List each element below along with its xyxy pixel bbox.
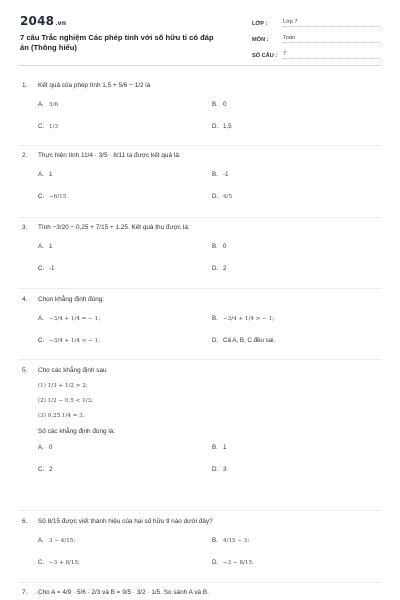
question-7 [22, 589, 382, 596]
option-b[interactable] [212, 171, 229, 178]
option-text: −3/4 + 1/4 < − 1; [49, 338, 101, 344]
question-text: Tính −3/20 − 0,25 + 7/15 + 1,25. Kết quả thu được là: [38, 224, 190, 231]
option-a[interactable] [38, 444, 52, 451]
meta-count-value: 7 [283, 51, 380, 59]
option-label: B. [212, 101, 218, 108]
option-a[interactable] [38, 101, 58, 108]
option-text: 0 [223, 243, 227, 250]
option-text: −6/15 [49, 194, 67, 200]
option-text: 2 [49, 466, 53, 473]
option-text: −3 + 8/15; [49, 560, 80, 566]
option-a[interactable] [38, 315, 100, 322]
meta-class-row [252, 16, 380, 27]
question-divider [18, 217, 382, 218]
meta-class-value: Lớp 7 [283, 19, 380, 27]
question-text: Số 8/15 được viết thành hiệu của hai số hữu tỉ nào dưới đây? [38, 518, 213, 525]
option-label: D. [212, 466, 219, 473]
logo-text: 2048 [20, 14, 55, 28]
question-4 [22, 296, 382, 353]
option-d[interactable] [212, 193, 232, 200]
option-b[interactable] [212, 243, 226, 250]
option-label: C. [38, 559, 45, 566]
option-text: -1 [223, 171, 229, 178]
option-text: 1 [223, 444, 227, 451]
option-text: 3 − 4/15; [49, 538, 76, 544]
option-label: A. [38, 101, 44, 108]
option-b[interactable] [212, 315, 274, 322]
option-label: C. [38, 265, 45, 272]
question-number: 4. [22, 296, 28, 303]
meta-subject-row [252, 32, 380, 43]
options-group [38, 243, 382, 281]
question-divider [18, 582, 382, 583]
option-label: D. [212, 337, 219, 344]
option-label: B. [212, 444, 218, 451]
option-label: D. [212, 193, 219, 200]
statement-1: (1) 1/3 + 1/2 > 2; [38, 383, 88, 389]
option-text: -1 [49, 265, 55, 272]
option-d[interactable] [212, 123, 232, 130]
question-number: 7. [22, 589, 28, 596]
statement-2: (2) 1/2 − 0,5 < 1/3; [38, 398, 93, 404]
site-logo[interactable] [20, 14, 66, 28]
question-divider [18, 288, 382, 289]
option-label: A. [38, 537, 44, 544]
question-6 [22, 518, 382, 575]
option-text: 0 [49, 444, 53, 451]
option-label: C. [38, 193, 45, 200]
question-text: Thực hiện tính 11/4 · 3/5 · 8/11 ta được kết quả là: [38, 152, 181, 159]
statement-3: (3) 0,25.1/4 = 3. [38, 413, 85, 419]
question-divider [18, 510, 382, 511]
option-text: 0 [223, 101, 227, 108]
option-text: −3 − 8/15. [223, 560, 254, 566]
question-number: 1. [22, 82, 28, 89]
header-divider [18, 65, 382, 66]
question-text: Kết quả của phép tính 1,5 + 5/6 − 1/2 là [38, 82, 151, 89]
question-2 [22, 152, 382, 209]
option-label: B. [212, 243, 218, 250]
option-label: A. [38, 315, 44, 322]
option-label: C. [38, 466, 45, 473]
option-d[interactable] [212, 265, 226, 272]
question-text: Chọn khẳng định đúng: [38, 296, 105, 303]
option-text: 4/15 − 3; [223, 538, 250, 544]
option-text: 1/3 [49, 124, 59, 130]
option-d[interactable] [212, 559, 254, 566]
option-c[interactable] [38, 337, 100, 344]
logo-tld: .vn [55, 20, 67, 27]
option-label: B. [212, 315, 218, 322]
option-text: 5/6 [49, 102, 59, 108]
worksheet-meta [252, 16, 380, 64]
options-group [38, 171, 382, 209]
option-c[interactable] [38, 265, 55, 272]
option-c[interactable] [38, 559, 80, 566]
question-divider [18, 145, 382, 146]
question-number: 2. [22, 152, 28, 159]
question-5 [22, 367, 382, 482]
question-1 [22, 82, 382, 139]
options-group [38, 537, 382, 575]
option-label: D. [212, 123, 219, 130]
meta-count-row [252, 48, 380, 59]
option-d[interactable] [212, 337, 275, 344]
option-b[interactable] [212, 444, 226, 451]
meta-subject-value: Toán [283, 35, 380, 43]
option-label: D. [212, 265, 219, 272]
option-label: A. [38, 171, 44, 178]
option-d[interactable] [212, 466, 226, 473]
question-divider [18, 359, 382, 360]
option-text: 1 [49, 171, 53, 178]
question-3 [22, 224, 382, 281]
option-b[interactable] [212, 537, 249, 544]
option-text: −3/4 + 1/4 = − 1; [49, 316, 101, 322]
question-text: Cho A = 4/9 · 5/6 · 2/3 và B = 9/5 · 3/2 · 1/5. So sánh A và B. [38, 589, 209, 596]
meta-count-label: SỐ CÂU : [252, 53, 278, 59]
option-label: A. [38, 243, 44, 250]
option-text: 1,5 [223, 123, 232, 130]
option-label: B. [212, 537, 218, 544]
option-label: C. [38, 337, 45, 344]
question-text: Cho các khẳng định sau [38, 367, 107, 374]
question-number: 6. [22, 518, 28, 525]
option-text: 4/5 [223, 194, 233, 200]
option-b[interactable] [212, 101, 226, 108]
option-a[interactable] [38, 537, 75, 544]
option-a[interactable] [38, 171, 52, 178]
option-text: 3 [223, 466, 227, 473]
meta-subject-label: MÔN : [252, 37, 269, 43]
option-c[interactable] [38, 466, 52, 473]
option-text: 1 [49, 243, 53, 250]
option-label: A. [38, 444, 44, 451]
question-prompt: Số các khẳng định đúng là: [38, 428, 116, 435]
option-text: −3/4 + 1/4 > − 1; [223, 316, 275, 322]
statements-list [38, 383, 382, 435]
options-group [38, 101, 382, 139]
option-label: B. [212, 171, 218, 178]
option-c[interactable] [38, 193, 66, 200]
question-number: 5. [22, 367, 28, 374]
question-number: 3. [22, 224, 28, 231]
option-text: 2 [223, 265, 227, 272]
option-label: D. [212, 559, 219, 566]
option-c[interactable] [38, 123, 58, 130]
worksheet-title: 7 câu Trắc nghiệm Các phép tính với số hữu tỉ có đáp án (Thông hiểu) [20, 33, 214, 52]
option-text: Cả A, B, C đều sai. [223, 337, 276, 344]
option-label: C. [38, 123, 45, 130]
options-group [38, 444, 382, 482]
options-group [38, 315, 382, 353]
option-a[interactable] [38, 243, 52, 250]
meta-class-label: LỚP : [252, 21, 268, 27]
